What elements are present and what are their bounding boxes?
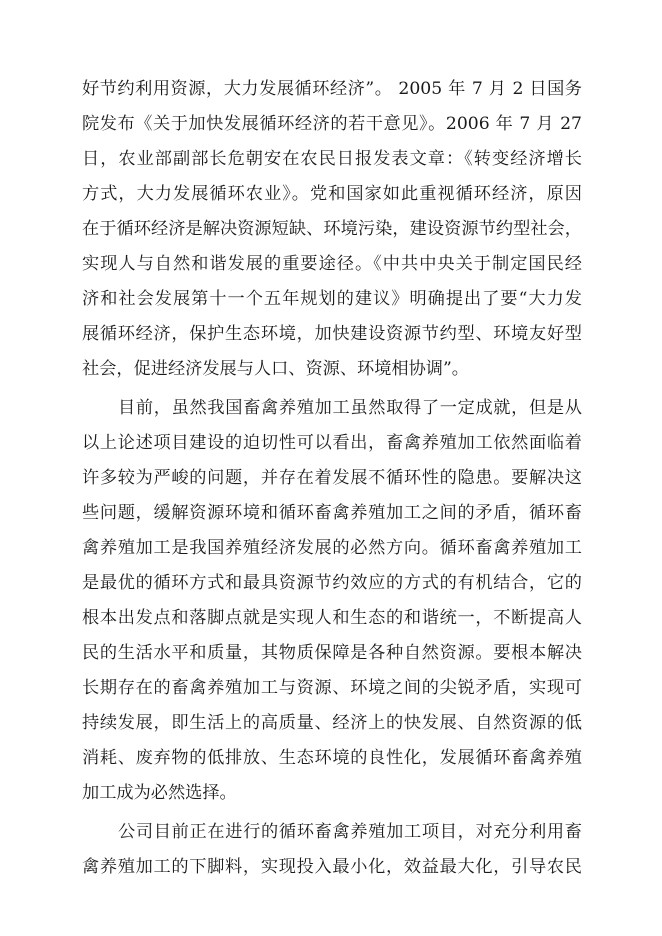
text-line: 加工成为必然选择。 — [82, 783, 237, 803]
paragraph-first-line: 目前，虽然我国畜禽养殖加工虽然取得了一定成就，但是从 — [118, 398, 582, 418]
text-line: 长期存在的畜禽养殖加工与资源、环境之间的尖锐矛盾，实现可 — [82, 678, 582, 698]
text-line: 民的生活水平和质量，其物质保障是各种自然资源。要根本解决 — [82, 643, 582, 663]
text-line: 许多较为严峻的问题，并存在着发展不循环性的隐患。要解决这 — [82, 468, 582, 488]
text-line: 消耗、废弃物的低排放、生态环境的良性化，发展循环畜禽养殖 — [82, 748, 582, 768]
text-line: 好节约利用资源，大力发展循环经济”。 2005 年 7 月 2 日国务 — [82, 79, 582, 99]
text-line: 方式，大力发展循环农业》。党和国家如此重视循环经济，原因 — [82, 184, 582, 204]
text-line: 禽养殖加工是我国养殖经济发展的必然方向。循环畜禽养殖加工 — [82, 538, 582, 558]
text-line: 持续发展，即生活上的高质量、经济上的快发展、自然资源的低 — [82, 713, 582, 733]
text-line: 实现人与自然和谐发展的重要途径。《中共中央关于制定国民经 — [82, 254, 582, 274]
text-line: 社会，促进经济发展与人口、资源、环境相协调”。 — [82, 359, 469, 379]
text-line: 日，农业部副部长危朝安在农民日报发表文章：《转变经济增长 — [82, 149, 582, 169]
text-line: 根本出发点和落脚点就是实现人和生态的和谐统一，不断提高人 — [82, 608, 582, 628]
text-line: 些问题，缓解资源环境和循环畜禽养殖加工之间的矛盾，循环畜 — [82, 503, 582, 523]
text-line: 展循环经济，保护生态环境，加快建设资源节约型、环境友好型 — [82, 324, 582, 344]
text-line: 济和社会发展第十一个五年规划的建议》明确提出了要“大力发 — [82, 289, 582, 309]
text-line: 禽养殖加工的下脚料，实现投入最小化，效益最大化，引导农民 — [82, 857, 582, 877]
text-line: 在于循环经济是解决资源短缺、环境污染，建设资源节约型社会， — [82, 219, 582, 239]
text-line: 是最优的循环方式和最具资源节约效应的方式的有机结合，它的 — [82, 573, 582, 593]
text-line: 以上论述项目建设的迫切性可以看出，畜禽养殖加工依然面临着 — [82, 433, 582, 453]
paragraph-first-line: 公司目前正在进行的循环畜禽养殖加工项目，对充分利用畜 — [118, 822, 582, 842]
text-line: 院发布《关于加快发展循环经济的若干意见》。2006 年 7 月 27 — [82, 114, 582, 134]
